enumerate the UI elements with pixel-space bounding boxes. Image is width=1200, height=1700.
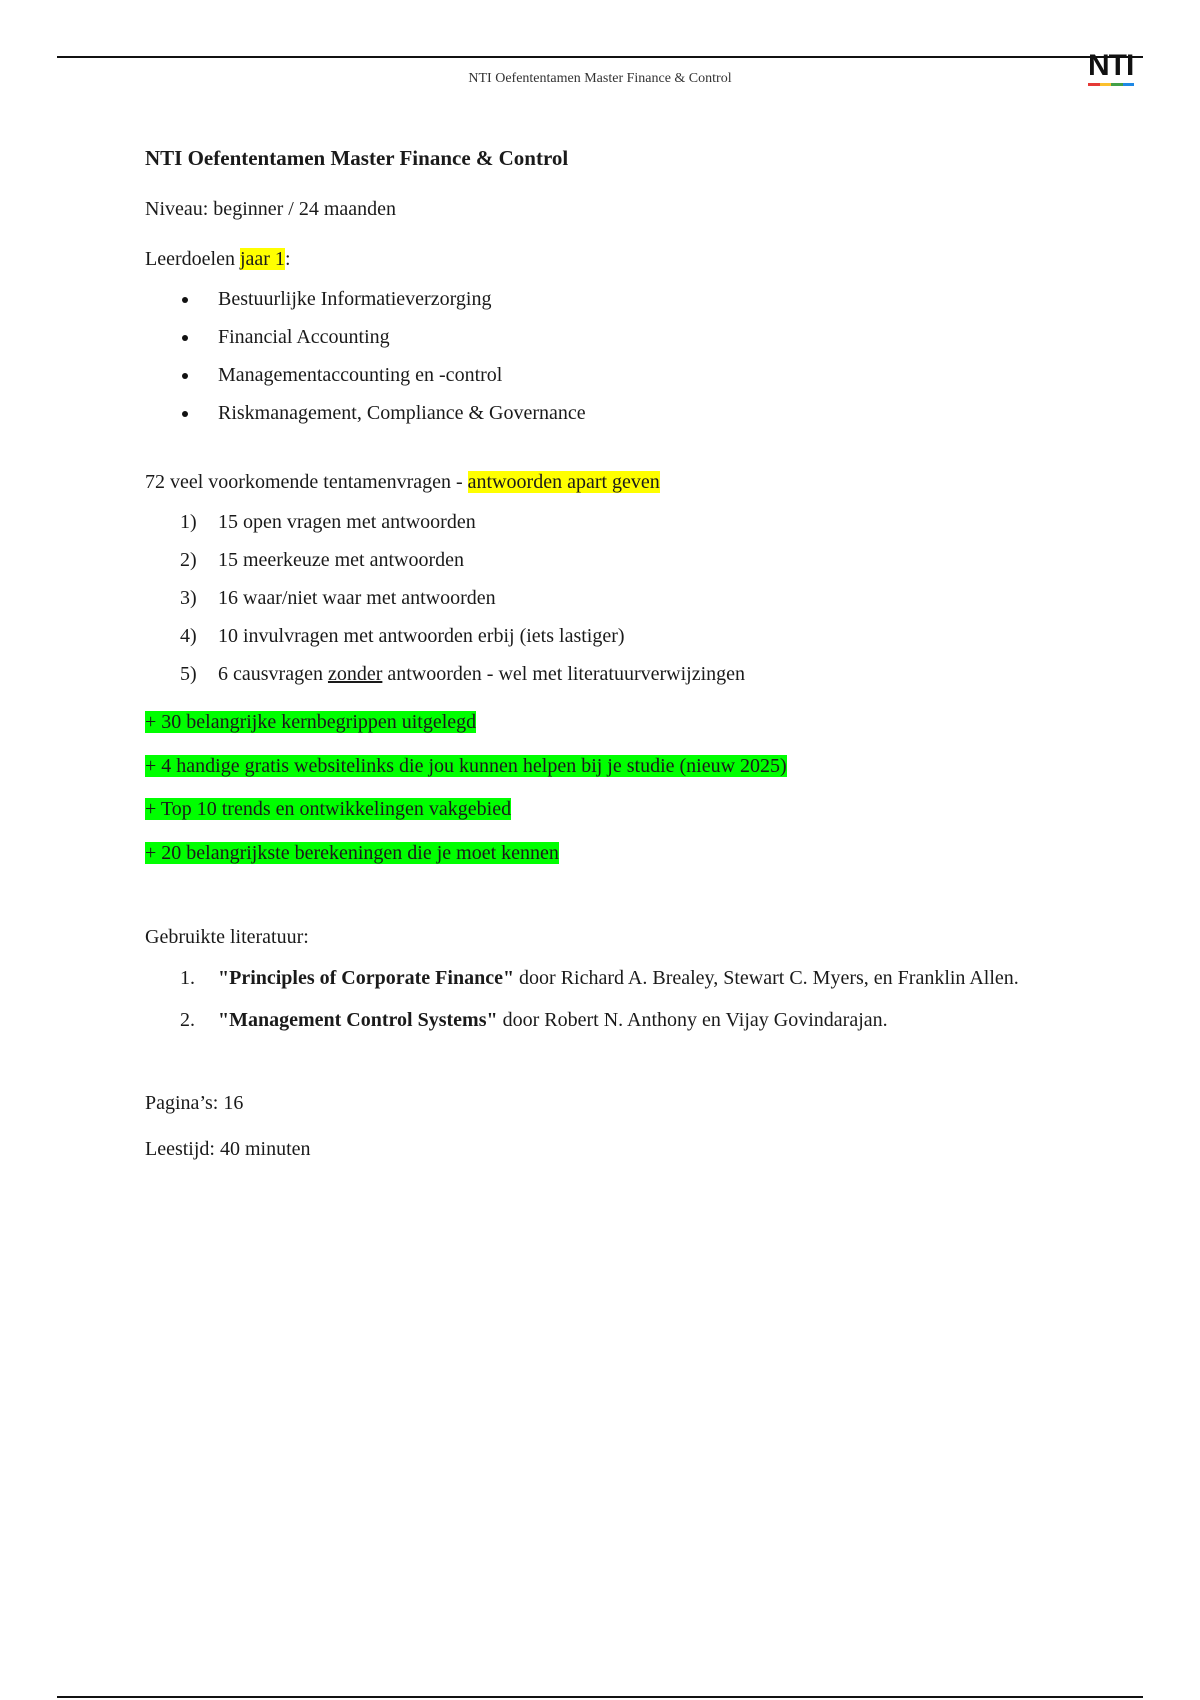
list-text: 16 waar/niet waar met antwoorden: [218, 587, 496, 609]
questions-intro: [145, 468, 1065, 496]
goals-prefix: Leerdoelen: [145, 248, 240, 270]
logo-bar-green: [1111, 83, 1123, 86]
document-title: NTI Oefententamen Master Finance & Control: [145, 146, 569, 170]
literature-title: "Management Control Systems": [218, 1009, 498, 1031]
goals-suffix: :: [284, 248, 291, 270]
document-body: [145, 143, 1065, 1163]
goals-highlight: jaar 1: [239, 248, 285, 270]
nti-logo: [1088, 50, 1144, 90]
extra-item: [145, 752, 1065, 780]
extra-item-text: + 4 handige gratis websitelinks die jou kunnen helpen bij je studie (nieuw 2025): [145, 755, 787, 777]
literature-heading: Gebruikte literatuur:: [145, 926, 309, 948]
logo-bar-yellow: [1100, 83, 1112, 86]
list-text-pre: 6 causvragen: [218, 663, 328, 685]
footer-rule: [57, 1696, 1143, 1698]
extra-item: [145, 839, 1065, 867]
page-count: Pagina’s: 16: [145, 1092, 244, 1114]
goals-heading: [145, 245, 1065, 273]
list-item: [145, 963, 1065, 993]
list-item: Riskmanagement, Compliance & Governance: [145, 399, 1065, 427]
logo-bar-blue: [1123, 83, 1135, 86]
logo-text: NTI: [1088, 49, 1134, 82]
header-rule: [57, 56, 1143, 58]
list-item: [145, 660, 1065, 688]
questions-intro-highlight: antwoorden apart geven: [467, 471, 660, 493]
goals-list: [145, 285, 1065, 427]
list-number: 1.: [180, 967, 195, 989]
list-item: Financial Accounting: [145, 323, 1065, 351]
logo-bar-red: [1088, 83, 1100, 86]
list-text-underlined: zonder: [327, 663, 383, 685]
list-text: 15 open vragen met antwoorden: [218, 511, 476, 533]
list-number: 2.: [180, 1009, 195, 1031]
list-item: [145, 1005, 1065, 1035]
extra-item: [145, 795, 1065, 823]
list-number: 4): [180, 625, 197, 647]
questions-intro-text: 72 veel voorkomende tentamenvragen -: [145, 471, 468, 493]
list-item: Managementaccounting en -control: [145, 361, 1065, 389]
reading-time: Leestijd: 40 minuten: [145, 1138, 311, 1160]
literature-title: "Principles of Corporate Finance": [218, 967, 515, 989]
list-item: [145, 546, 1065, 574]
level-line: Niveau: beginner / 24 maanden: [145, 198, 397, 220]
list-number: 2): [180, 549, 197, 571]
literature-authors: door Robert N. Anthony en Vijay Govindarajan.: [497, 1009, 888, 1031]
literature-authors: door Richard A. Brealey, Stewart C. Myers, en Franklin Allen.: [514, 967, 1019, 989]
logo-color-bar: [1088, 83, 1134, 86]
list-item: Bestuurlijke Informatieverzorging: [145, 285, 1065, 313]
list-number: 3): [180, 587, 197, 609]
list-number: 5): [180, 663, 197, 685]
list-item: [145, 508, 1065, 536]
list-item: [145, 584, 1065, 612]
extra-item: [145, 708, 1065, 736]
list-item: [145, 622, 1065, 650]
literature-list: [145, 963, 1065, 1035]
running-header: NTI Oefententamen Master Finance & Control: [468, 71, 732, 86]
questions-list: [145, 508, 1065, 688]
list-text: 10 invulvragen met antwoorden erbij (iets lastiger): [218, 625, 625, 647]
extra-item-text: + Top 10 trends en ontwikkelingen vakgebied: [145, 798, 512, 820]
extra-item-text: + 20 belangrijkste berekeningen die je moet kennen: [145, 842, 559, 864]
list-number: 1): [180, 511, 197, 533]
list-text: 15 meerkeuze met antwoorden: [218, 549, 465, 571]
list-text-post: antwoorden - wel met literatuurverwijzingen: [382, 663, 746, 685]
extra-item-text: + 30 belangrijke kernbegrippen uitgelegd: [145, 711, 477, 733]
